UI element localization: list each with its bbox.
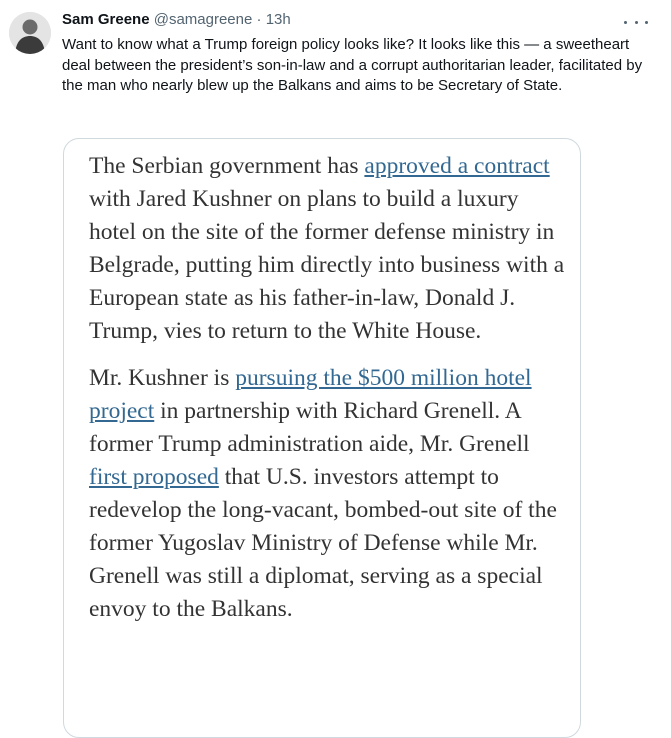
hotel-project-link[interactable]: pursuing the $500 million hotel project (89, 365, 532, 424)
more-options-button[interactable] (624, 14, 648, 30)
article-text: with Jared Kushner on plans to build a luxury hotel on the site of the former defense ministry in Belgrade, putting him directly into business with a European state as his father-in-law, Donald J. Trump, vies to return to the White House. (89, 186, 565, 344)
article-text: in partnership with Richard Grenell. A former Trump administration aide, Mr. Grenell (89, 398, 530, 457)
avatar-photo-icon (9, 12, 51, 54)
article-text: Mr. Kushner is (89, 365, 236, 391)
more-dot-icon (645, 21, 648, 24)
author-handle[interactable]: @samagreene (153, 11, 253, 28)
timestamp[interactable]: 13h (265, 11, 291, 28)
article-text: The Serbian government has (89, 153, 365, 179)
tweet-text: Want to know what a Trump foreign policy looks like? It looks like this — a sweetheart deal between the president’s son-in-law and a corrupt authoritarian leader, facilitated by the man who nearly blew up the Balkans and aims to be Secretary of State. (62, 36, 643, 94)
first-proposed-link[interactable]: first proposed (89, 464, 219, 490)
separator-dot: · (256, 11, 262, 28)
article-excerpt (89, 150, 569, 640)
tweet-header (62, 10, 291, 30)
article-text: that U.S. investors attempt to redevelop the long-vacant, bombed-out site of the former Yugoslav Ministry of Defense while Mr. Grenell was still a diplomat, serving as a special envoy to the Balkans. (89, 464, 557, 622)
more-dot-icon (624, 21, 627, 24)
author-name[interactable]: Sam Greene (62, 11, 150, 28)
approved-contract-link[interactable]: approved a contract (364, 153, 550, 179)
article-paragraph-1 (89, 150, 569, 348)
article-paragraph-2 (89, 362, 569, 626)
more-dot-icon (635, 21, 638, 24)
avatar[interactable] (9, 12, 51, 54)
